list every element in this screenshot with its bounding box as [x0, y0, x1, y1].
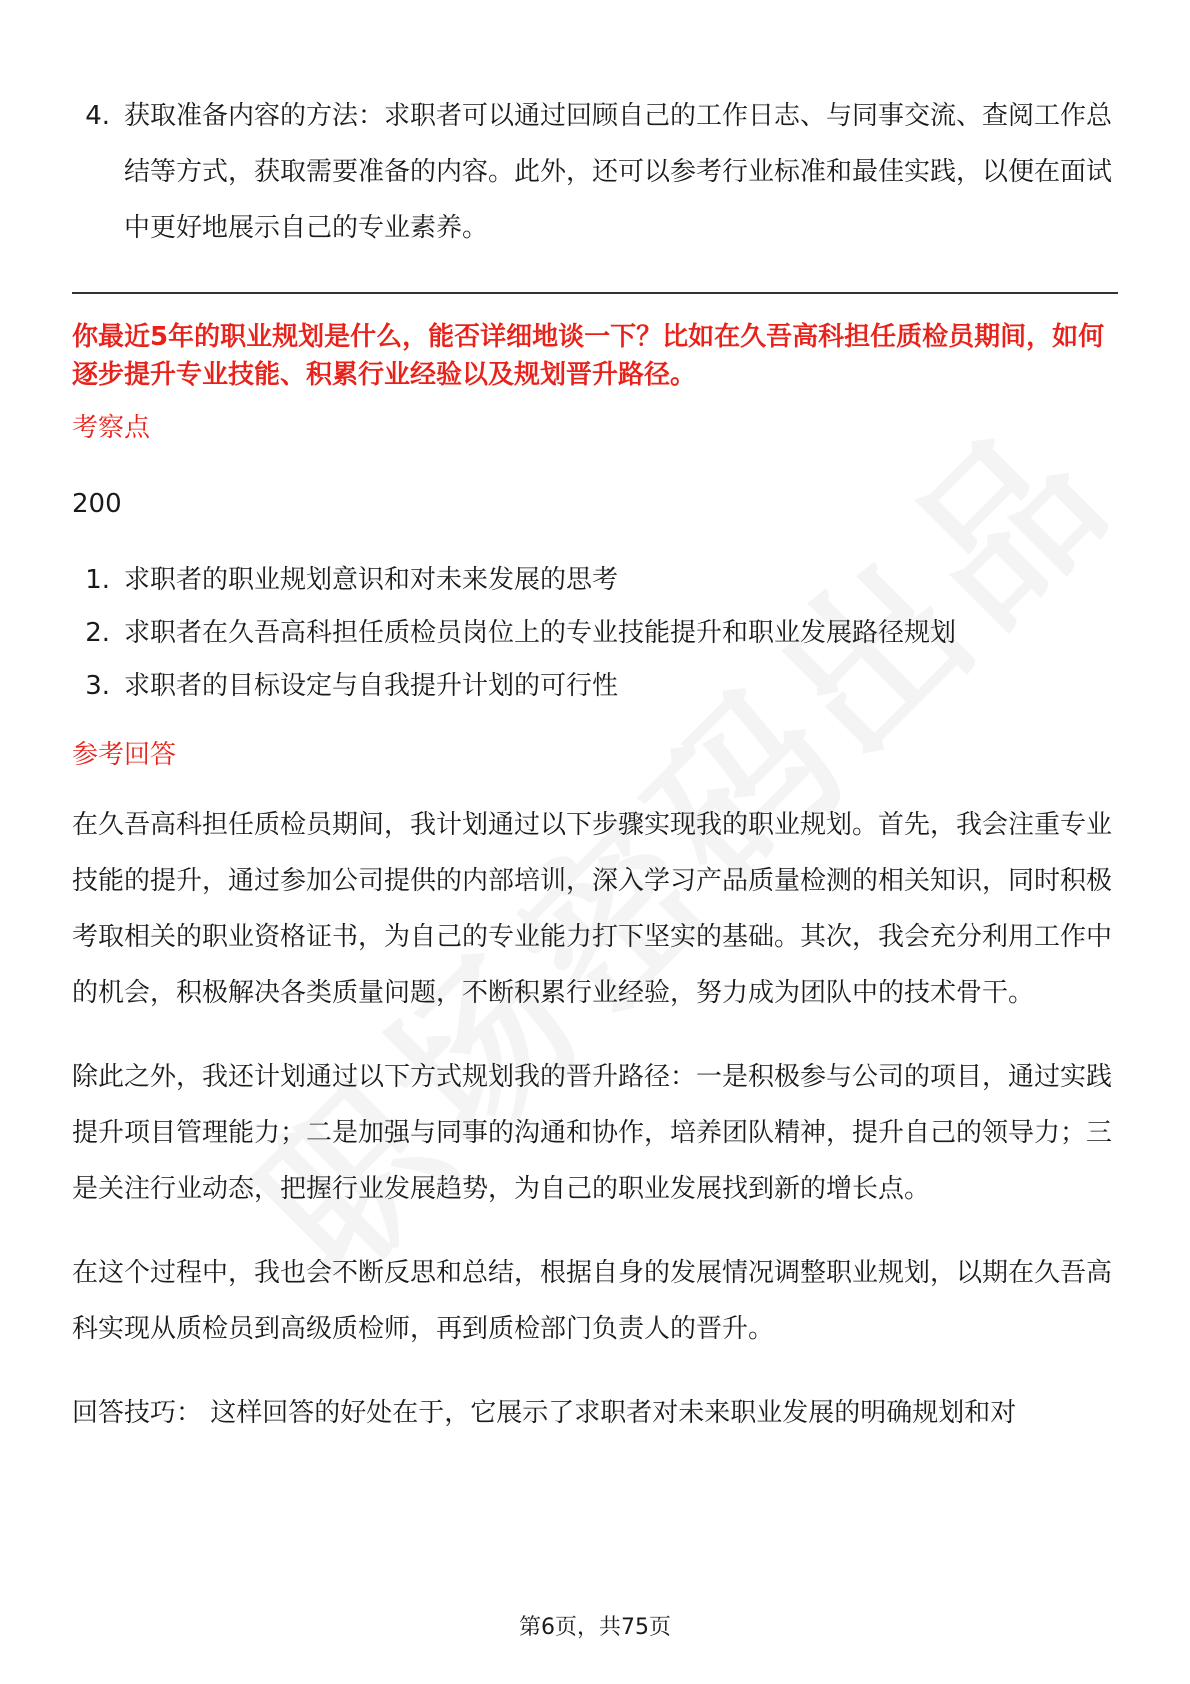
list-item [72, 554, 1118, 607]
list-text: 获取准备内容的方法：求职者可以通过回顾自己的工作日志、与同事交流、查阅工作总结等方式，获取需要准备的内容。此外，还可以参考行业标准和最佳实践，以便在面试中更好地展示自己的专业素养。 [124, 101, 1113, 243]
list-number: 2. [85, 618, 110, 648]
answer-paragraph: 除此之外，我还计划通过以下方式规划我的晋升路径：一是积极参与公司的项目，通过实践提升项目管理能力；二是加强与同事的沟通和协作，培养团队精神，提升自己的领导力；三是关注行业动态，把握行业发展趋势，为自己的职业发展找到新的增长点。 [72, 1062, 1113, 1204]
page-content [72, 88, 1118, 1441]
list-number: 4. [85, 101, 110, 131]
answer-paragraph: 在这个过程中，我也会不断反思和总结，根据自身的发展情况调整职业规划，以期在久吾高科实现从质检员到高级质检师，再到质检部门负责人的晋升。 [72, 1258, 1113, 1344]
examine-list [72, 554, 1118, 713]
list-text: 求职者在久吾高科担任质检员岗位上的专业技能提升和职业发展路径规划 [124, 618, 957, 648]
page-number: 第6页，共75页 [519, 1615, 671, 1640]
list-item [72, 607, 1118, 660]
list-item-prev [72, 88, 1118, 256]
examine-heading: 考察点 [72, 413, 151, 443]
list-number: 3. [85, 671, 110, 701]
answer-heading: 参考回答 [72, 740, 177, 770]
examine-code: 200 [72, 489, 122, 519]
answer-tip: 回答技巧： 这样回答的好处在于，它展示了求职者对未来职业发展的明确规划和对 [72, 1398, 1017, 1428]
list-item [72, 660, 1118, 713]
list-number: 1. [85, 565, 110, 595]
list-text: 求职者的职业规划意识和对未来发展的思考 [124, 565, 619, 595]
section-divider [72, 292, 1118, 294]
interview-question: 你最近5年的职业规划是什么，能否详细地谈一下？比如在久吾高科担任质检员期间，如何逐步提升专业技能、积累行业经验以及规划晋升路径。 [72, 322, 1105, 390]
answer-paragraph: 在久吾高科担任质检员期间，我计划通过以下步骤实现我的职业规划。首先，我会注重专业技能的提升，通过参加公司提供的内部培训，深入学习产品质量检测的相关知识，同时积极考取相关的职业资格证书，为自己的专业能力打下坚实的基础。其次，我会充分利用工作中的机会，积极解决各类质量问题，不断积累行业经验，努力成为团队中的技术骨干。 [72, 810, 1113, 1008]
list-text: 求职者的目标设定与自我提升计划的可行性 [124, 671, 619, 701]
